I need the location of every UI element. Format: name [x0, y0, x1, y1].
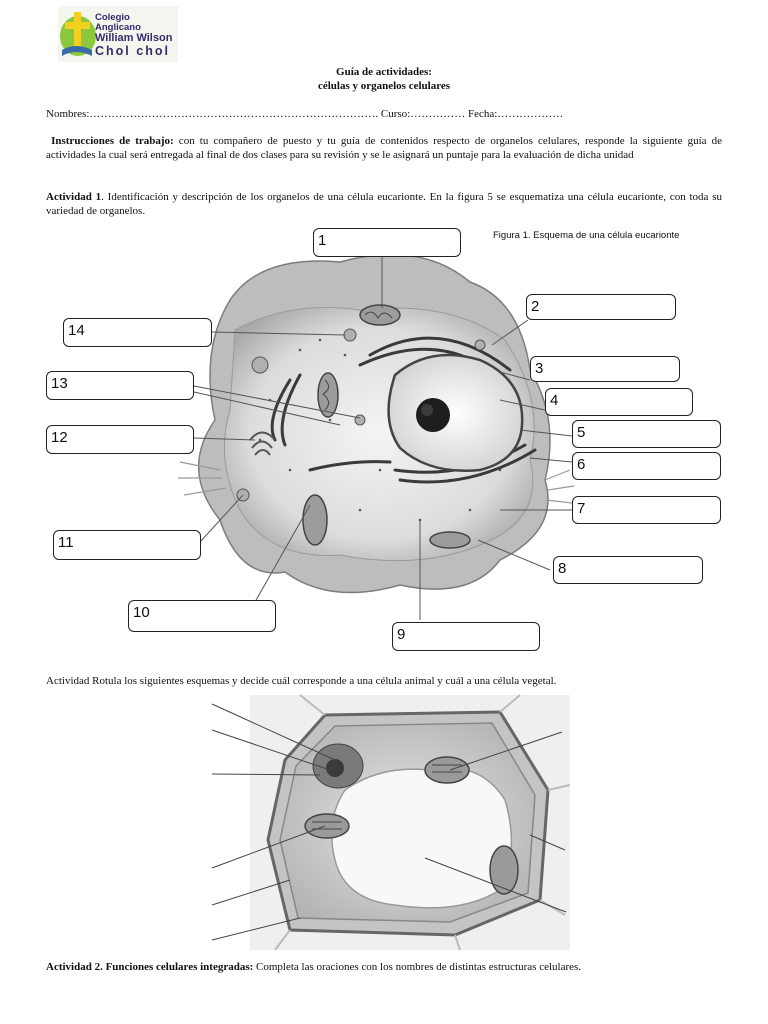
label-box-3[interactable]: 3 [530, 356, 680, 382]
label-box-13[interactable]: 13 [46, 371, 194, 400]
activity2-label: Actividad 2. Funciones celulares integradas: [46, 961, 254, 973]
logo-line2: William Wilson [95, 32, 173, 44]
activity2-text: Completa las oraciones con los nombres de distintas estructuras celulares. [253, 961, 582, 973]
label-box-1[interactable]: 1 [313, 228, 461, 257]
label-box-5[interactable]: 5 [572, 420, 721, 448]
logo-line3: Chol chol [95, 44, 170, 58]
label-box-7[interactable]: 7 [572, 496, 721, 524]
label-box-6[interactable]: 6 [572, 452, 721, 480]
activity2-paragraph [46, 961, 722, 973]
label-box-9[interactable]: 9 [392, 622, 540, 651]
label-box-14[interactable]: 14 [63, 318, 212, 347]
logo-line1: Colegio Anglicano [95, 12, 141, 33]
label-box-12[interactable]: 12 [46, 425, 194, 454]
figure-caption: Figura 1. Esquema de una célula eucarionte [493, 230, 680, 241]
label-box-4[interactable]: 4 [545, 388, 693, 416]
label-box-11[interactable]: 11 [53, 530, 201, 560]
label-box-2[interactable]: 2 [526, 294, 676, 320]
label-box-8[interactable]: 8 [553, 556, 703, 584]
instructions-text: con tu compañero de puesto y tu guía de contenidos respecto de organelos celulares, responde la siguiente guía de actividades la cual será entregada al final de dos clases para su revisión y se le asignará un puntaje para la evaluación de dicha unidad [46, 135, 722, 161]
activity-rotula-text: Actividad Rotula los siguientes esquemas y decide cuál corresponde a una célula animal y cuál a una célula vegetal. [46, 675, 557, 687]
document-title: Guía de actividades: [336, 66, 432, 78]
instructions-label: Instrucciones de trabajo: [51, 135, 174, 147]
label-box-10[interactable]: 10 [128, 600, 276, 632]
activity1-text: . Identificación y descripción de los organelos de una célula eucarionte. En la figura 5 se esquematiza una célula eucarionte, con toda su variedad de organelos. [46, 191, 722, 217]
document-subtitle: células y organelos celulares [317, 80, 451, 92]
name-course-date-line: Nombres:……………………………………………………………………. Curso:…………… Fecha:……………… [46, 108, 564, 120]
activity1-label: Actividad 1 [46, 191, 102, 203]
